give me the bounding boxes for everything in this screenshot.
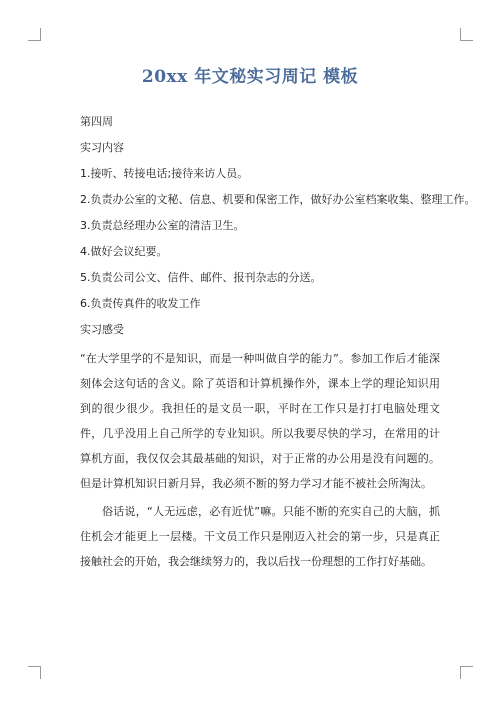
crop-mark-top-left bbox=[28, 28, 41, 41]
title-number: 20xx bbox=[141, 67, 188, 87]
list-item: 6.负责传真件的收发工作 bbox=[80, 297, 201, 310]
list-item: 4.做好会议纪要。 bbox=[80, 245, 168, 258]
crop-mark-bottom-right bbox=[460, 666, 473, 679]
list-item: 3.负责总经理办公室的清洁卫生。 bbox=[80, 219, 245, 232]
crop-mark-top-right bbox=[460, 28, 473, 41]
document-title bbox=[0, 62, 500, 87]
list-item: 1.接听、转接电话;接待来访人员。 bbox=[80, 167, 249, 180]
paragraph: 俗话说，“人无远虑，必有近忧”嘛。只能不断的充实自己的大脑，抓住机会才能更上一层楼。干文员工作只是刚迈入社会的第一步，只是真正接触社会的开始，我会继续努力的，我以后找一份理想的工作打好基础。 bbox=[80, 505, 440, 568]
document-body bbox=[80, 112, 476, 577]
week-label: 第四周 bbox=[80, 115, 113, 128]
section-heading-feelings: 实习感受 bbox=[80, 323, 124, 336]
list-item: 2.负责办公室的文秘、信息、机要和保密工作，做好办公室档案收集、整理工作。 bbox=[80, 193, 476, 206]
list-item: 5.负责公司公文、信件、邮件、报刊杂志的分送。 bbox=[80, 271, 322, 284]
section-heading-content: 实习内容 bbox=[80, 141, 124, 154]
title-text: 年文秘实习周记 模板 bbox=[187, 67, 359, 87]
paragraph: “在大学里学的不是知识，而是一种叫做自学的能力”。参加工作后才能深刻体会这句话的含义。除了英语和计算机操作外，课本上学的理论知识用到的很少很少。我担任的是文员一职，平时在工作只是打打电脑处理文件，几乎没用上自己所学的专业知识。所以我要尽快的学习，在常用的计算机方面，我仅仅会其最基础的知识，对于正常的办公用是没有问题的。但是计算机知识日新月异，我必须不断的努力学习才能不被社会所淘汰。 bbox=[80, 352, 440, 490]
crop-mark-bottom-left bbox=[28, 666, 41, 679]
